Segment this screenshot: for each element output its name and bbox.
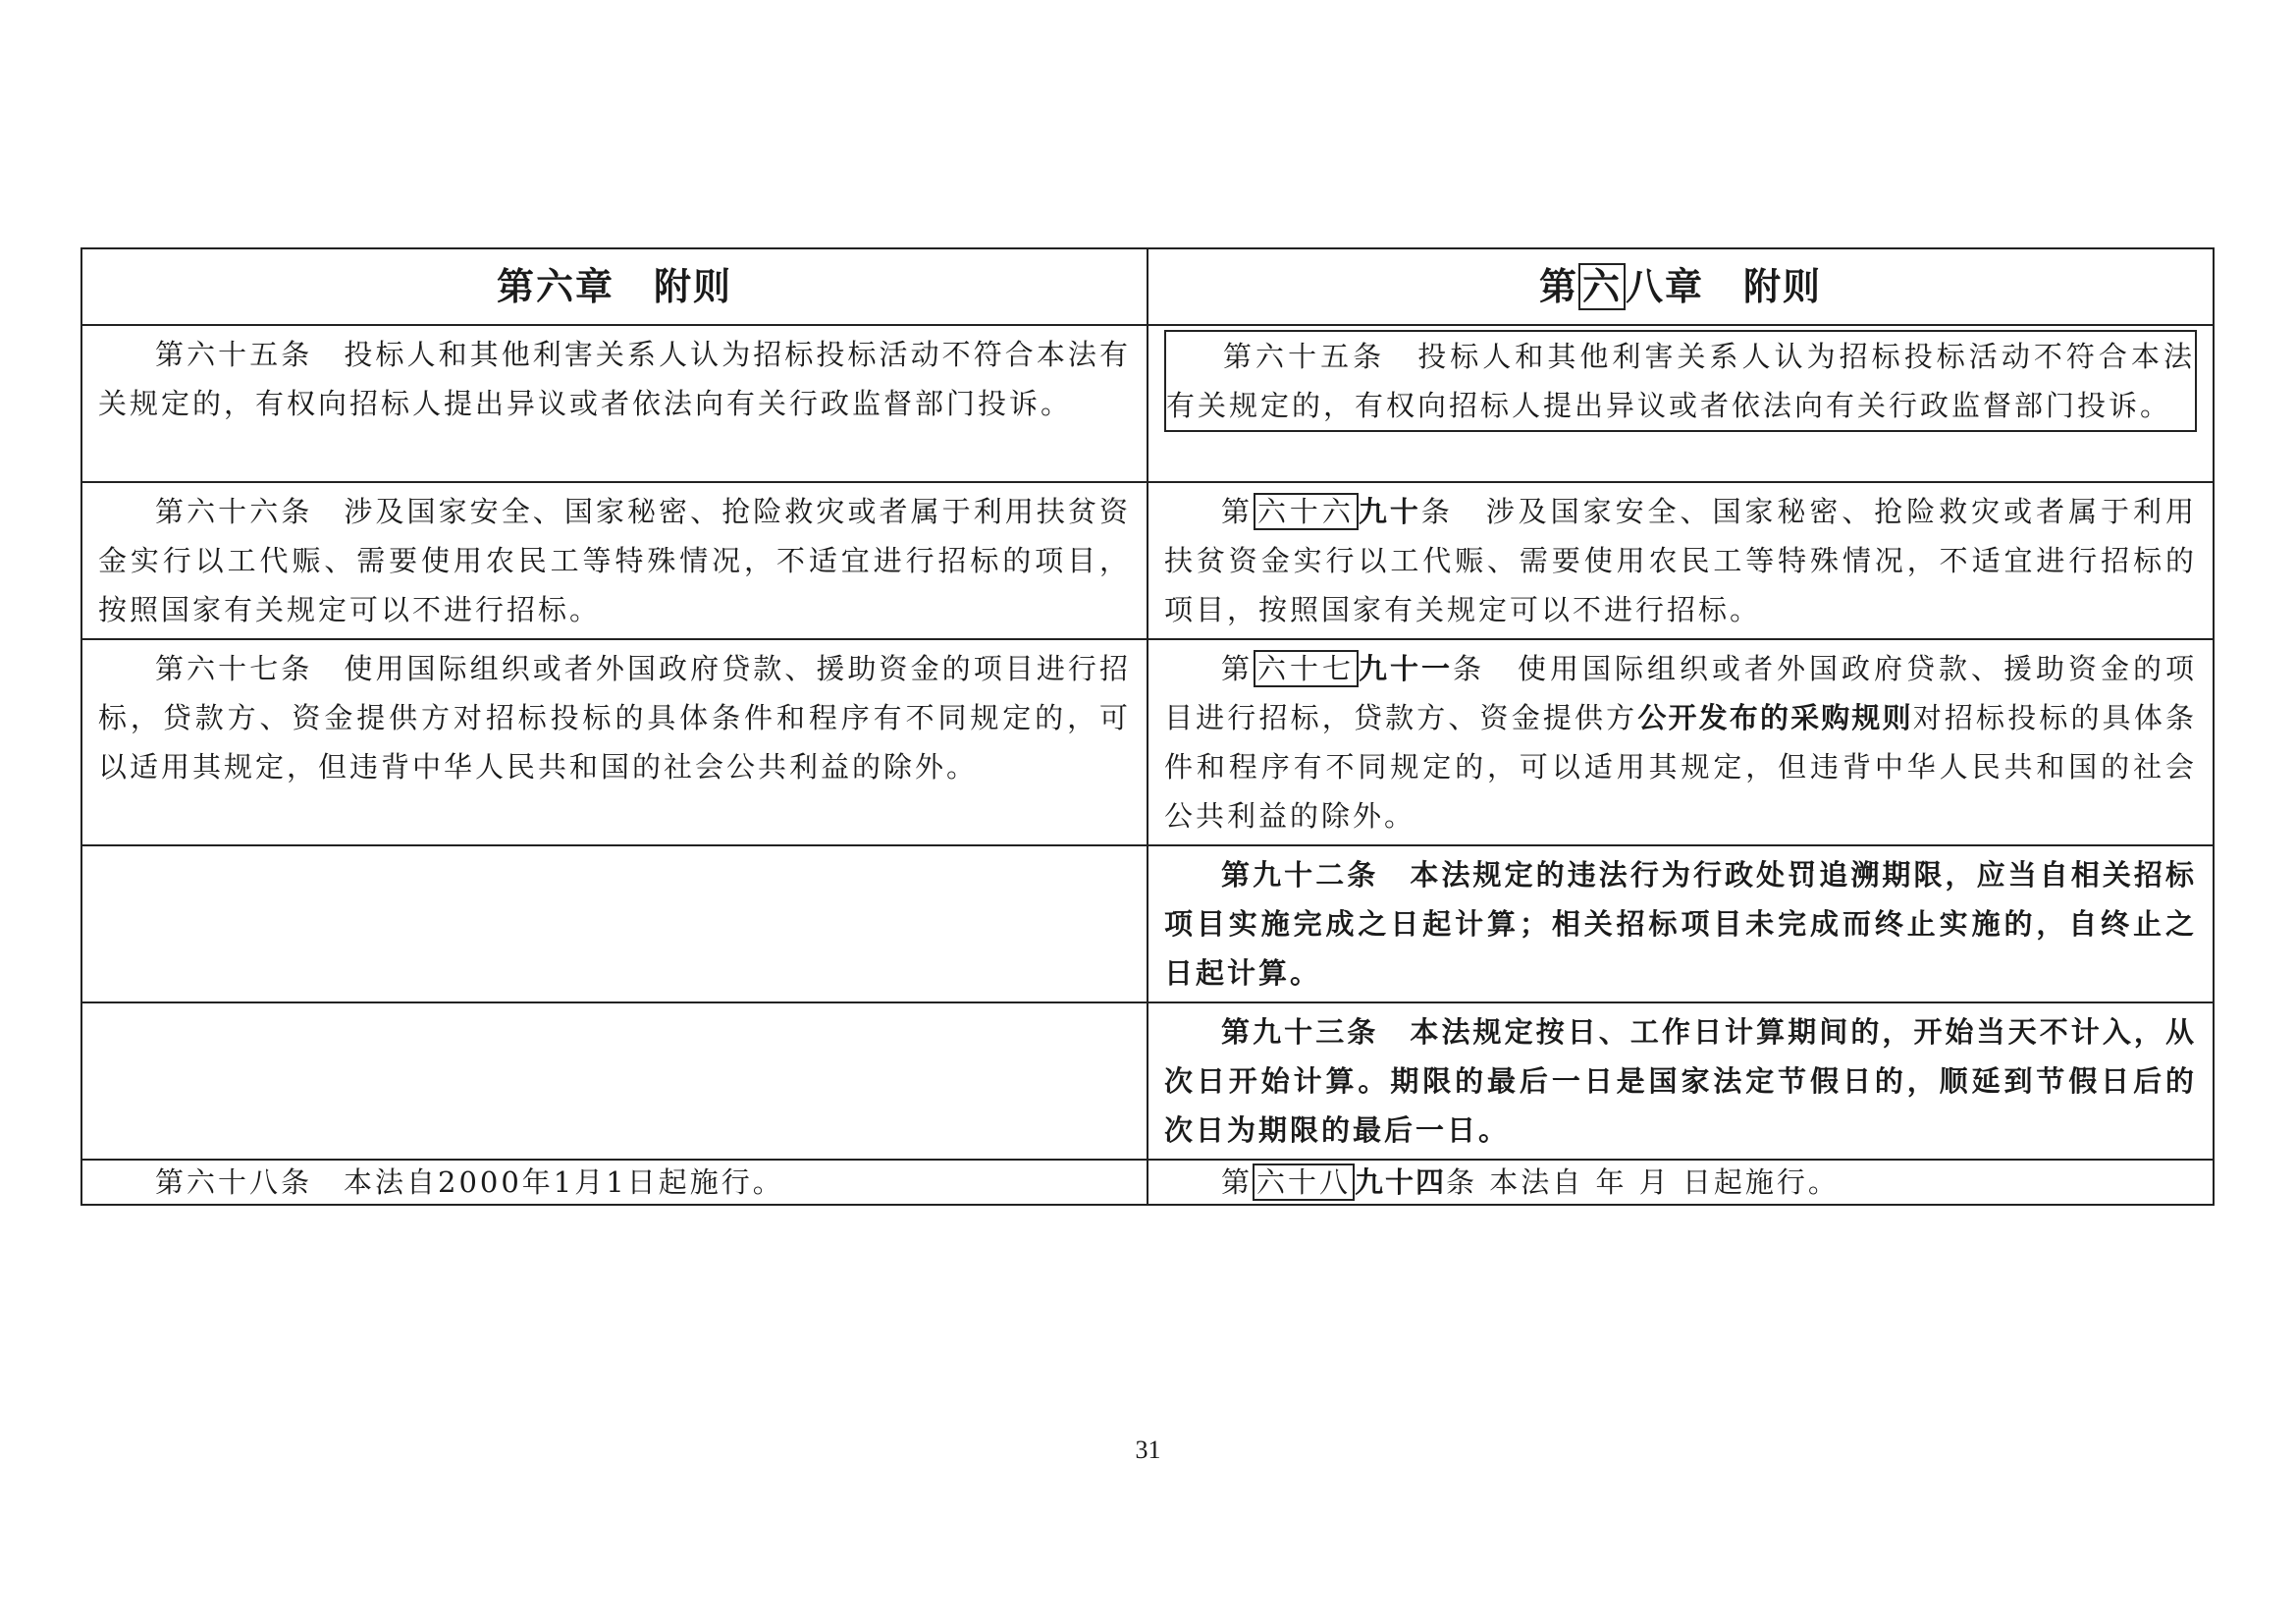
left-cell-empty: [81, 1002, 1148, 1160]
article-text: 第六十六条 涉及国家安全、国家秘密、抢险救灾或者属于利用扶贫资金实行以工代赈、需要使用农民工等特殊情况，不适宜进行招标的项目，按照国家有关规定可以不进行招标。: [98, 495, 1131, 626]
added-text: 公开发布的采购规则: [1637, 701, 1913, 734]
moved-article-text: 第六十五条 投标人和其他利害关系人认为招标投标活动不符合本法有关规定的，有权向招标人提出异议或者依法向有关行政监督部门投诉。: [1164, 330, 2197, 432]
table-row: [81, 639, 2214, 845]
article-prefix: 第: [1221, 1165, 1254, 1199]
left-cell: [81, 639, 1148, 845]
article-prefix: 第: [1221, 652, 1254, 685]
added-text: 九十四: [1355, 1165, 1447, 1199]
left-cell-empty: [81, 845, 1148, 1002]
table-header-row: [81, 248, 2214, 325]
table-row: [81, 1160, 2214, 1205]
article-text: [1164, 644, 2197, 840]
deleted-text-box: 六十七: [1254, 650, 1359, 687]
right-cell: [1148, 325, 2214, 482]
table-row: [81, 845, 2214, 1002]
deleted-text-box: 六十六: [1254, 493, 1359, 530]
article-text: [1164, 487, 2197, 634]
added-article-text: 第九十二条 本法规定的违法行为行政处罚追溯期限，应当自相关招标项目实施完成之日起计算；相关招标项目未完成而终止实施的，自终止之日起计算。: [1164, 858, 2197, 990]
page-number: 31: [1135, 1435, 1161, 1464]
table-row: [81, 1002, 2214, 1160]
header-right-suffix: 八章 附则: [1626, 265, 1823, 308]
added-text: 九十: [1358, 495, 1421, 528]
deleted-text-box: 六: [1578, 263, 1626, 310]
table-row: [81, 482, 2214, 639]
left-cell: [81, 325, 1148, 482]
header-right: [1148, 248, 2214, 325]
left-cell: [81, 482, 1148, 639]
article-rest: 条 涉及国家安全、国家秘密、抢险救灾或者属于利用扶贫资金实行以工代赈、需要使用农民工等特殊情况，不适宜进行招标的项目，按照国家有关规定可以不进行招标。: [1164, 495, 2197, 626]
article-prefix: 第: [1221, 495, 1254, 528]
article-part1: 条 使用国际组织或者外国政府贷款、援助资金的项目进行招标，贷款方、资金提供方: [1164, 652, 2197, 734]
added-article-text: 第九十三条 本法规定按日、工作日计算期间的，开始当天不计入，从次日开始计算。期限的最后一日是国家法定节假日的，顺延到节假日后的次日为期限的最后一日。: [1164, 1015, 2197, 1147]
right-cell: [1148, 482, 2214, 639]
article-text: [1164, 1161, 2197, 1204]
article-text: 第六十八条 本法自2000年1月1日起施行。: [155, 1165, 784, 1199]
article-rest: 条 本法自 年 月 日起施行。: [1446, 1165, 1840, 1199]
right-cell: [1148, 639, 2214, 845]
table-row: [81, 325, 2214, 482]
comparison-table: [80, 247, 2215, 1206]
right-cell: [1148, 1002, 2214, 1160]
right-cell: [1148, 845, 2214, 1002]
left-cell: [81, 1160, 1148, 1205]
article-text: 第六十五条 投标人和其他利害关系人认为招标投标活动不符合本法有关规定的，有权向招标人提出异议或者依法向有关行政监督部门投诉。: [98, 338, 1131, 420]
header-right-prefix: 第: [1538, 265, 1578, 308]
header-left: 第六章 附则: [81, 248, 1148, 325]
article-text: 第六十七条 使用国际组织或者外国政府贷款、援助资金的项目进行招标，贷款方、资金提供方对招标投标的具体条件和程序有不同规定的，可以适用其规定，但违背中华人民共和国的社会公共利益的除外。: [98, 652, 1131, 784]
article-part2: 对招标投标的具体条件和程序有不同规定的，可以适用其规定，但违背中华人民共和国的社会公共利益的除外。: [1164, 701, 2197, 833]
deleted-text-box: 六十八: [1253, 1164, 1355, 1201]
added-text: 九十一: [1359, 652, 1453, 685]
right-cell: [1148, 1160, 2214, 1205]
